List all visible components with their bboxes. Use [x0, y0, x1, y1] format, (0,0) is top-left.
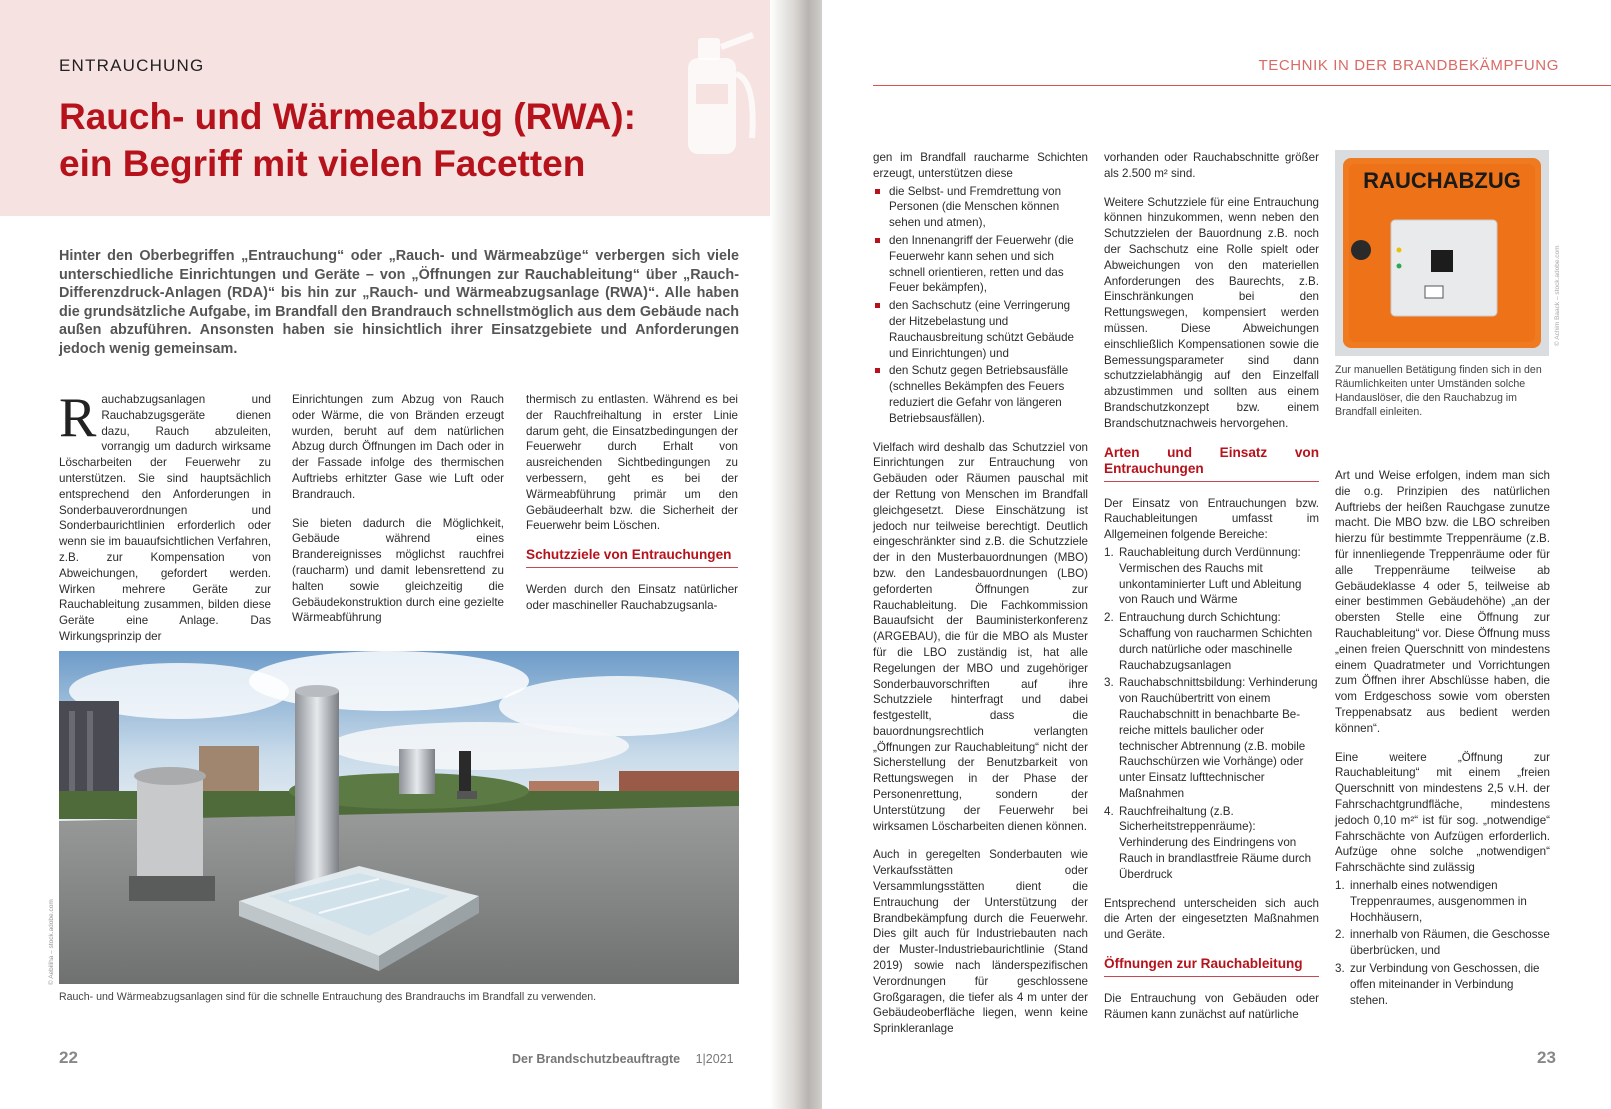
page-number: 23: [1537, 1048, 1556, 1067]
article-title: [59, 93, 739, 187]
left-column-3: [526, 392, 738, 627]
numbered-list: [1104, 545, 1319, 883]
list-text: Rauchabschnittsbildung: Verhinderung von Rauchübertritt von einem Rauchabschnitt in benachbarte Be- reiche mittels baulicher oder technischer Abtrennung (z.B. mobile Rauchschürzen wie Vorhänge) oder unter Einsatz lufttechnischer Maßnahmen: [1119, 676, 1318, 800]
list-item: [1104, 804, 1319, 883]
list-item: [1335, 878, 1550, 925]
paragraph: gen im Brandfall raucharme Schichten erzeugt, unterstützen diese: [873, 151, 1088, 180]
list-number: 3.: [1335, 961, 1345, 975]
title-line-2: ein Begriff mit vielen Facetten: [59, 143, 586, 184]
paragraph: vorhanden oder Rauchabschnitte größer als 2.500 m² sind.: [1104, 151, 1319, 180]
subheading: Schutzziele von Entrauchungen: [526, 547, 738, 568]
paragraph: Vielfach wird deshalb das Schutzziel von Einrichtungen zur Entrauchung von Gebäuden oder Räumen pauschal mit der Rettung von Menschen im Brandfall gleichgesetzt. Diese Einschätzung ist jedoch nur teilweise berechtigt. Deutlich eingeschränkter sind z.B. die Schutzziele der in den Musterbauordnungen (MBO) bzw. den Landesbauordnungen (LBO) geforderten Öffnungen zur Rauchableitung. Die Fachkommission Bauaufsicht der Bauministerkonferenz (ARGEBAU), die für die MBO als Muster für die LBO zuständig ist, hat alle Regelungen der MBO und zugehöriger Sonderbauvorschriften auf ihre Schutzziele hinterfragt und dabei festgestellt, dass die bauordnungsrechtlich verlangten „Öffnungen zur Rauchableitung“ nicht der Sicherstellung der Benutzbarkeit von Rettungswegen in der Phase der Personenrettung, sondern der Unterstützung der Feuerwehr bei wirksamen Löscharbeiten dienen können.: [873, 440, 1088, 833]
paragraph: Auch in geregelten Sonderbauten wie Verkaufsstätten oder Versammlungsstätten dient die Entrauchung der Unterstützung der Brandbekämpfung durch die Feuerwehr. Dies gilt auch für Industriebauten nach der Muster-Industriebaurichtlinie (Stand 2019) sowie nach länderspezifischen Verordnungen für geschlossene Großgaragen, die tiefer als 4 m unter der Gebäudeoberfläche liegen, wenn keine Sprinkleranlage: [873, 848, 1088, 1036]
magazine-footer: [512, 1052, 734, 1066]
right-column-3: [1335, 468, 1550, 1021]
subheading: Öffnungen zur Rauchableitung: [1104, 956, 1319, 977]
list-item: [1104, 545, 1319, 608]
list-number: 2.: [1335, 928, 1345, 942]
photo-credit: © Aebiliha – stock.adobe.com: [48, 899, 55, 985]
paragraph: Art und Weise erfolgen, indem man sich die o.g. Prinzipien des natürlichen Auftriebs der heißen Rauchgase zunutze macht. Die MBO bzw. die LBO schreiben hierzu für bestimmte Treppenräume (z.B. für innenliegende Treppenräume oder für alle Treppenräume teilweise ab Gebäudeklasse 4 oder 5, teilweise ab einer bestimmen Gebäudehöhe) „an der obersten Stelle eine Öffnung zur Rauchableitung“ vor. Diese Öffnung muss „einen freien Querschnitt von mindestens einem Quadratmeter und Vorrichtungen zum Öffnen ihrer Abschlüsse haben, die vom Erdgeschoss sowie vom obersten Treppenabsatz aus bedient werden können“.: [1335, 469, 1550, 735]
page-number: 22: [59, 1048, 78, 1067]
box-label: RAUCHABZUG: [1363, 168, 1521, 193]
list-text: Rauchfreihaltung (z.B. Sicherheitstreppenräume): Verhinderung des Eindringens von Rauch in brandlastfreie Räume durch Überdruck: [1119, 804, 1312, 881]
running-head: TECHNIK IN DER BRANDBEKÄMPFUNG: [1258, 57, 1559, 74]
header-rule: [873, 85, 1611, 86]
paragraph: Eine weitere „Öffnung zur Rauchableitung“ mit einem „freien Querschnitt von mindestens 2,5 v.H. der Fahrschachtgrundfläche, mindestens jedoch 0,10 m²“ ist für sog. „notwendige“ Fahrschächte von Aufzügen erforderlich. Aufzüge ohne solche „notwendigen“ Fahrschächte sind zulässig: [1335, 750, 1550, 875]
paragraph: Weitere Schutzziele für eine Entrauchung können hinzukommen, wenn neben den Schutzzielen der Bauordnung z.B. noch der Sachschutz eine Rolle spielt oder Abweichungen von den materiellen Anforderungen des Baurechts, z.B. Einschränkungen bei den Rettungswegen, kompensiert werden müssen. Diese Abweichungen einschließlich Kompensationen sowie die Bemessungsparameter sind dann schutzzielabhängig auf den Einzelfall abzustimmen und sollten aus einem Brandschutzkonzept bzw. einem Brandschutznachweis hervorgehen.: [1104, 195, 1319, 430]
list-item: die Selbst- und Fremdrettung von Personen (die Menschen können sehen und atmen),: [873, 184, 1088, 231]
paragraph: thermisch zu entlasten. Während es bei der Rauchfreihaltung in erster Linie darum geht, die Einsatzbedingungen der Feuerwehr durch Erhalt von ausreichenden Sichtbedingungen zu verbessern, geht es bei der Wärmeabführung primär um den Gebäudeerhalt bzw. die Sicherheit der Feuerwehr beim Löschen.: [526, 393, 738, 533]
list-item: den Innenangriff der Feuerwehr (die Feuerwehr kann sehen und sich schnell orientieren, retten und das Feuer bekämpfen),: [873, 233, 1088, 296]
list-item: den Schutz gegen Betriebsausfälle (schnelles Bekämpfen des Feuers reduziert die Gefahr von längeren Betriebsausfällen).: [873, 363, 1088, 426]
paragraph: Die Entrauchung von Gebäuden oder Räumen kann zunächst auf natürliche: [1104, 992, 1319, 1021]
list-item: den Sachschutz (eine Verringerung der Hitzebelastung und Rauchausbreitung schützt Gebäude und Einrichtungen) und: [873, 298, 1088, 361]
paragraph: Der Einsatz von Entrauchungen bzw. Rauchableitungen umfasst im Allgemeinen folgende Bereiche:: [1104, 496, 1319, 542]
list-number: 1.: [1104, 545, 1114, 559]
paragraph: Werden durch den Einsatz natürlicher oder maschineller Rauchabzugsanla-: [526, 583, 738, 612]
lead-paragraph: Hinter den Oberbegriffen „Entrauchung“ oder „Rauch- und Wärmeabzüge“ verbergen sich viele unterschiedliche Einrichtungen und Geräte – von „Öffnungen zur Rauchableitung“ über „Rauch-Differenzdruck-Anlagen (RDA)“ bis hin zur „Rauch- und Wärmeabzugsanlage (RWA)“. Alle haben die grundsätzliche Aufgabe, im Brandfall den Brandrauch schnellstmöglich aus dem Gebäude nach außen abzuführen. Ansonsten haben sie hinsichtlich ihrer Einsatzgebiete und Anforderungen jedoch wenig gemeinsam.: [59, 248, 739, 357]
col1-text: auchabzugsanlagen und Rauchabzugsgeräte dienen dazu, Rauch abzuleiten, vorrangig um dadurch wirksame Löscharbeiten der Feuerwehr zu unterstützen. Sie sind hauptsächlich entsprechend den Anforderungen in Sonderbauverordnungen und Sonderbaurichtlinien erforderlich oder wenn sie im bauaufsichtlichen Verfahren, z.B. zur Kompensation von Abweichungen, gefordert werden. Wirken mehrere Geräte zur Rauchableitung zusammen, bilden diese Geräte eine Anlage. Das Wirkungsprinzip der: [59, 393, 271, 643]
right-page: [822, 0, 1611, 1109]
rooftop-smoke-vent-photo: [59, 651, 739, 984]
paragraph: Entsprechend unterscheiden sich auch die Arten der eingesetzten Maßnahmen und Geräte.: [1104, 896, 1319, 942]
list-text: innerhalb eines notwendigen Treppenraumes, ausgenommen in Hochhäusern,: [1350, 878, 1527, 924]
subheading: Arten und Einsatz von Entrauchungen: [1104, 445, 1319, 482]
numbered-list: [1335, 878, 1550, 1008]
magazine-name: Der Brandschutzbeauftragte: [512, 1052, 681, 1066]
list-item: [1104, 610, 1319, 673]
right-column-2: [1104, 150, 1319, 1036]
box-caption: Zur manuellen Betätigung finden sich in den Räumlichkeiten unter Umständen solche Handauslöser, die den Rauchabzug im Brandfall einleiten.: [1335, 364, 1542, 418]
box-photo-credit: © Achim Baack – stock.adobe.com: [1554, 245, 1561, 346]
list-number: 4.: [1104, 804, 1114, 818]
bullet-list: [873, 184, 1088, 427]
list-number: 3.: [1104, 676, 1114, 690]
kicker: ENTRAUCHUNG: [59, 56, 205, 75]
list-text: Entrauchung durch Schichtung: Schaffung von raucharmen Schichten durch natürliche oder maschinelle Rauchabzugsanlagen: [1119, 611, 1313, 672]
issue-number: 1|2021: [695, 1052, 734, 1066]
paragraph: Sie bieten dadurch die Möglichkeit, Gebäude während eines Brandereignisses möglichst rauchfrei (raucharm) und damit lebensrettend zu halten sowie gleichzeitig die Gebäudekonstruktion durch eine gezielte Wärmeabführung: [292, 516, 504, 625]
smoke-vent-button-photo: [1335, 150, 1549, 356]
list-item: [1104, 675, 1319, 801]
list-item: [1335, 927, 1550, 959]
list-text: innerhalb von Räumen, die Geschosse überbrücken, und: [1350, 928, 1550, 958]
list-number: 1.: [1335, 878, 1345, 892]
list-text: Rauchableitung durch Verdünnung: Vermischen des Rauchs mit unkontaminierter Luft und Ableitung von Rauch und Wärme: [1119, 545, 1302, 607]
list-text: zur Verbindung von Geschossen, die offen miteinander in Verbindung stehen.: [1350, 961, 1540, 1007]
left-page: [0, 0, 790, 1109]
photo-caption: Rauch- und Wärmeabzugsanlagen sind für die schnelle Entrauchung des Brandrauchs im Brandfall zu verwenden.: [59, 991, 597, 1003]
title-line-1: Rauch- und Wärmeabzug (RWA):: [59, 96, 636, 137]
left-column-1: [59, 387, 271, 645]
left-column-2: [292, 392, 504, 639]
drop-cap: R: [59, 387, 97, 449]
paragraph: Einrichtungen zum Abzug von Rauch oder Wärme, die von Bränden erzeugt wurden, beruht auf dem natürlichen Abzug durch Öffnungen im Dach oder in der Fassade infolge des thermischen Auftriebs erhitzter Gase wie Luft oder Brandrauch.: [292, 393, 504, 501]
list-number: 2.: [1104, 611, 1114, 625]
right-column-1: [873, 150, 1088, 1050]
list-item: [1335, 961, 1550, 1008]
